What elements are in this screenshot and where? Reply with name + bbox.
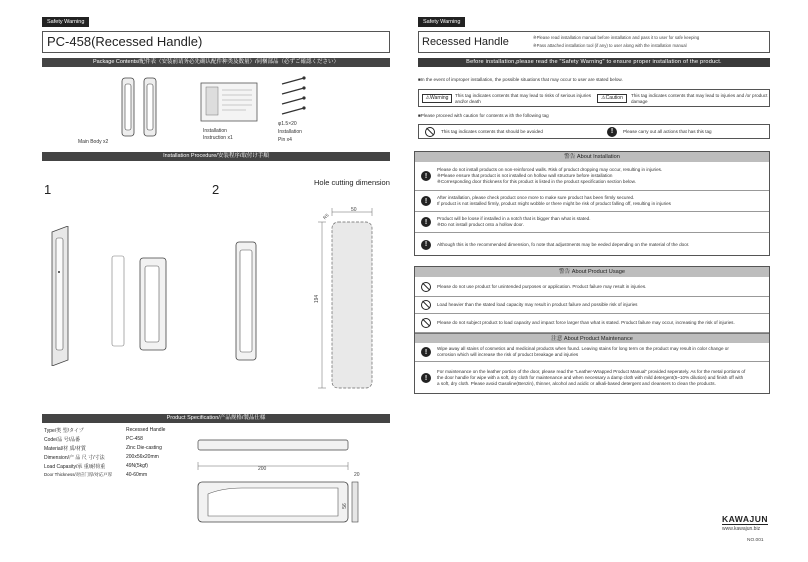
mandatory-icon: ! — [421, 347, 431, 357]
spec-label: Load Capasity/承 重/耐荷重 — [44, 464, 106, 470]
usage-row — [415, 277, 769, 297]
pin-label-3: Pin x4 — [278, 137, 292, 143]
maintenance-row — [415, 343, 769, 362]
tag-legend-box — [418, 89, 770, 107]
prohibited-icon — [421, 318, 431, 328]
product-title: PC-458(Recessed Handle) — [47, 34, 203, 49]
package-contents-header: Package Contents/配件表（安装前请务必先确认配件种类及数量）/同梱部品（必ずご確認ください） — [42, 58, 390, 67]
warning-tag-label: Warning — [430, 95, 449, 101]
mandatory-icon: ! — [421, 240, 431, 250]
product-title-box — [42, 31, 390, 53]
pin-label-2: Installation — [278, 129, 302, 135]
usage-row-text: Load heavier than the stated load capacity may result in product failure and possible risk of injuries — [437, 302, 638, 307]
install-row-text: Please do not install products on non-reinforced walls. Risk of product dropping may occur, resulting in injuries. ※Please ensure that product is not installed on hollow wall structure before installation ※Corresponding door thickness for this product is listed in the product specification section below. — [437, 167, 663, 184]
dimension-drawing — [192, 436, 362, 526]
intro-text-2: ■Please proceed with caution for contents w ith the following tag — [418, 113, 549, 118]
manual-note-2: ※Pass attached installation tool (if any) to user along with the installation manual — [533, 43, 687, 48]
usage-row — [415, 297, 769, 314]
install-row — [415, 191, 769, 212]
instruction-label-1: Installation — [203, 128, 227, 134]
manual-note-1: ※Please read installation manual before installation and pass it to user for safe keeping — [533, 35, 700, 40]
about-usage-section — [414, 266, 770, 394]
install-row — [415, 212, 769, 233]
mandatory-description: Please carry out all actions that has this tag — [623, 128, 712, 134]
usage-row-text: Please do not subject product to load capacity and impact force larger than what is stated. Product failure may occur, increasing the risk of injuries. — [437, 320, 735, 325]
spec-value: 40-60mm — [126, 472, 148, 478]
mandatory-icon: ! — [421, 196, 431, 206]
install-row-text: Although this is the recommended dimension, fo note that adjustments may be eeded depending on the material of the door. — [437, 241, 690, 247]
prohibited-icon — [421, 282, 431, 292]
spec-value: Zinc Die-casting — [126, 445, 162, 451]
instruction-sheet-illustration — [200, 82, 258, 122]
caution-tag: ⚠Caution — [597, 94, 627, 103]
spec-label: Dimension/产 品 尺 寸/寸法 — [44, 455, 105, 461]
install-row — [415, 233, 769, 256]
spec-label: Door Thickness/对应门厚/対応戸厚 — [44, 472, 112, 477]
install-row-text: After installation, please check product once more to make sure product has been firmly secured. If product is not installed firmly, product might wobble or there might be risk of product falling off, resulting in injuries — [437, 195, 671, 206]
prohibited-icon — [421, 300, 431, 310]
usage-row — [415, 314, 769, 333]
maintenance-row — [415, 362, 769, 394]
instruction-label-2: Instruction x1 — [203, 135, 233, 141]
pin-illustration — [278, 76, 308, 118]
step-2-illustration — [228, 238, 278, 368]
intro-text-1: ■In the event of improper installation, the possible situations that may occur to user are stated below. — [418, 77, 623, 82]
right-title: Recessed Handle — [422, 36, 509, 48]
warning-description: This tag indicates contents that may lead to risks of serious injuries and/or death — [455, 93, 592, 104]
hole-cutting-title: Hole cutting dimension — [314, 178, 390, 187]
spec-value: Recessed Handle — [126, 427, 166, 433]
brand-url: www.kawajun.biz — [722, 526, 761, 532]
hole-width-label: 50 — [351, 207, 357, 213]
mandatory-icon: ! — [607, 127, 617, 137]
usage-row-text: Please do not use product for unintended purposes or application. Product failure may result in injuries. — [437, 283, 647, 289]
step-1-number: 1 — [44, 182, 52, 197]
step-2-number: 2 — [212, 182, 220, 197]
about-usage-header: 警告 About Product Usage — [415, 267, 769, 277]
symbol-legend-box — [418, 124, 770, 139]
spec-row — [44, 472, 194, 481]
brand-logo: KAWAJUN — [722, 514, 769, 524]
spec-label: Type/类 型/タイプ — [44, 428, 84, 434]
about-installation-section — [414, 151, 770, 256]
caution-description: This tag indicates contents that may lead to injuries and /or product damage — [631, 93, 768, 104]
hole-corner-label: R5 — [322, 212, 330, 221]
mandatory-icon: ! — [421, 171, 431, 181]
spec-value: PC-458 — [126, 436, 143, 442]
hole-cutting-diagram — [310, 202, 380, 392]
spec-row — [44, 436, 194, 445]
prohibited-description: This tag indicates contents that should be avoided — [441, 128, 543, 134]
main-body-illustration — [118, 76, 178, 140]
maintenance-row-text: For maintenance on the leather portion of the door, please read the "Leather-Wrapped Product Manual" provided seperately. As for the metal portions of the door handle for wipe with a soft, dry cloth for maintenance and when necessary a damp cloth with mild detergent(5~10% dilution) and finish off with a soft, dry cloth. Please avoid Gasoline(Benzin), thinner, alcohol and acidic or alkali-based detergent and cleansers to clean the products. — [437, 369, 746, 386]
pin-label-1: φ1.5×20 — [278, 121, 297, 127]
spec-value: 200x56x20mm — [126, 454, 159, 460]
spec-label: Material/材 质/材質 — [44, 446, 86, 452]
install-row-text: Product will be loose if installed in a notch that is bigger than what is stated. ※Do not install product onto a hollow door. — [437, 216, 591, 227]
page-number: NO.001 — [747, 538, 764, 543]
caution-tag-label: Caution — [605, 95, 623, 101]
spec-row — [44, 445, 194, 454]
dimension-depth-label: 20 — [354, 472, 360, 478]
dimension-length-label: 200 — [258, 466, 267, 472]
spec-row — [44, 427, 194, 436]
main-body-label: Main Body x2 — [78, 139, 109, 145]
safety-warning-tag-right: Safety Warning — [418, 17, 465, 27]
maintenance-row-text: Wipe away all stains of cosmetics and medicinal products when found. Leaving stains for long term on the product may result in color change or corrosion which will increase the risk of product breakage and injuries — [437, 346, 729, 357]
mandatory-icon: ! — [421, 217, 431, 227]
spec-label: Code/品 号/品番 — [44, 437, 81, 443]
step-1-illustration — [46, 226, 186, 366]
warning-tag: ⚠Warning — [422, 94, 452, 103]
spec-value: 49N(5kgf) — [126, 463, 148, 469]
before-installation-bar: Before installation,please read the "Safety Warning" to ensure proper installation of the product. — [418, 58, 770, 67]
right-title-box — [418, 31, 770, 53]
mandatory-icon: ! — [421, 373, 431, 383]
safety-warning-tag-left: Safety Warning — [42, 17, 89, 27]
hole-height-label: 194 — [314, 294, 321, 304]
install-row — [415, 162, 769, 191]
about-installation-header: 警告 About Installation — [415, 152, 769, 162]
about-maintenance-header: 注意 About Product Maintenance — [415, 333, 769, 343]
spec-table — [44, 427, 194, 481]
spec-row — [44, 463, 194, 472]
product-spec-header: Product Specification/产品规格/製品仕様 — [42, 414, 390, 423]
spec-row — [44, 454, 194, 463]
dimension-height-label: 56 — [341, 503, 348, 509]
prohibited-icon — [425, 127, 435, 137]
installation-procedure-header: Installation Procedure/安装程序/取付け手順 — [42, 152, 390, 161]
